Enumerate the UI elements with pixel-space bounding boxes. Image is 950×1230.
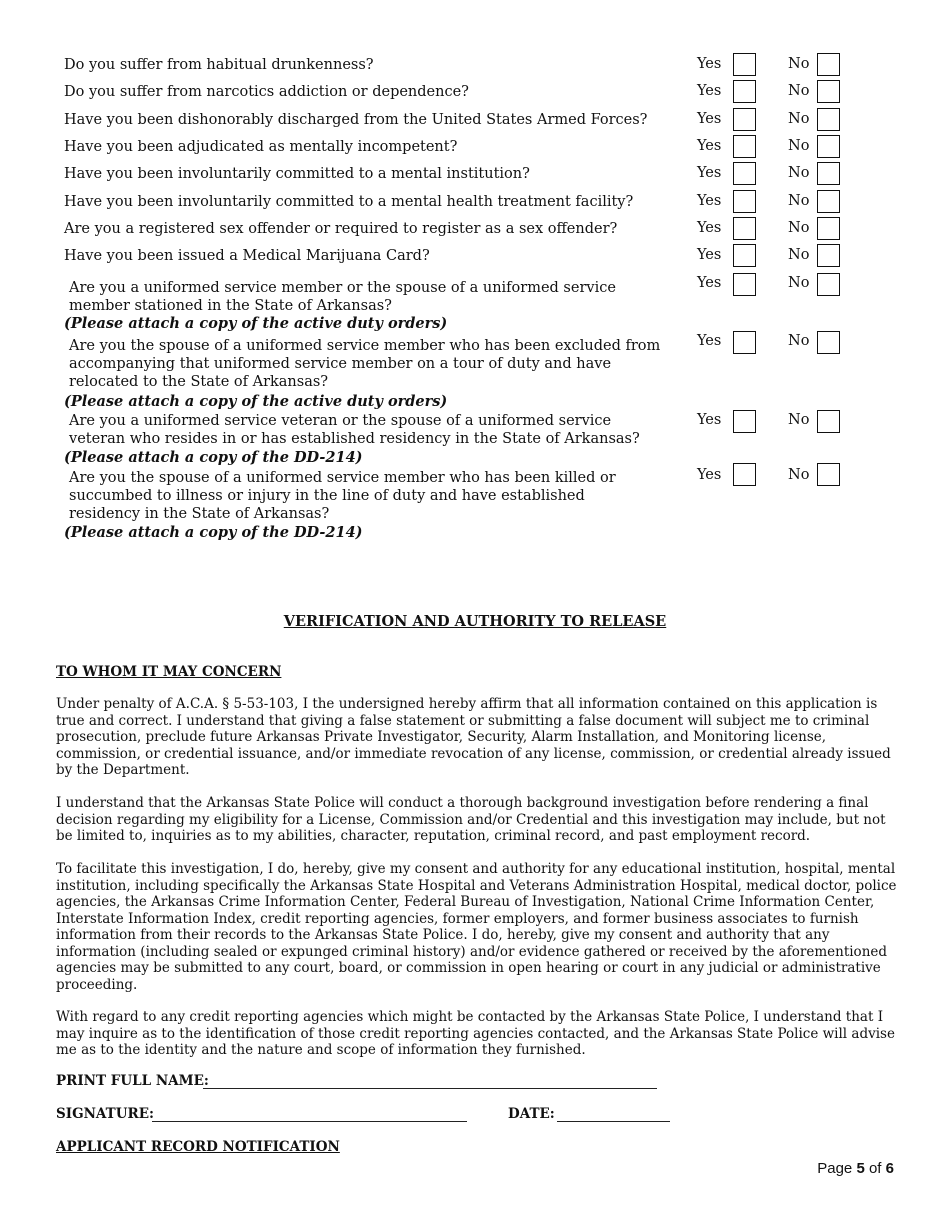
no-checkbox[interactable]: [817, 463, 840, 486]
question-note: (Please attach a copy of the DD-214): [64, 449, 363, 466]
question-note: (Please attach a copy of the DD-214): [64, 524, 363, 541]
yes-checkbox[interactable]: [733, 463, 756, 486]
no-label: No: [788, 412, 810, 428]
yes-checkbox[interactable]: [733, 273, 756, 296]
no-label: No: [788, 193, 810, 209]
no-label: No: [788, 220, 810, 236]
yes-label: Yes: [697, 275, 722, 291]
no-label: No: [788, 111, 810, 127]
yes-checkbox[interactable]: [733, 331, 756, 354]
yes-label: Yes: [697, 467, 722, 483]
question-text: Have you been adjudicated as mentally incompetent?: [64, 139, 458, 155]
paragraph: I understand that the Arkansas State Police will conduct a thorough background investigation before rendering a final decision regarding my eligibility for a License, Commission and/or Credential and this investigation may include, but not be limited to, inquiries as to my abilities, character, reputation, criminal record, and past employment record.: [56, 795, 886, 844]
yes-checkbox[interactable]: [733, 135, 756, 158]
yes-label: Yes: [697, 138, 722, 154]
no-checkbox[interactable]: [817, 108, 840, 131]
print-name-field[interactable]: [203, 1088, 657, 1089]
no-label: No: [788, 467, 810, 483]
question-text: Have you been involuntarily committed to a mental health treatment facility?: [64, 194, 634, 210]
no-checkbox[interactable]: [817, 244, 840, 267]
no-label: No: [788, 165, 810, 181]
yes-checkbox[interactable]: [733, 410, 756, 433]
question-text: Have you been issued a Medical Marijuana Card?: [64, 248, 430, 264]
no-checkbox[interactable]: [817, 53, 840, 76]
question-note: (Please attach a copy of the active duty orders): [64, 393, 448, 410]
no-label: No: [788, 247, 810, 263]
no-checkbox[interactable]: [817, 80, 840, 103]
yes-label: Yes: [697, 333, 722, 349]
salutation: TO WHOM IT MAY CONCERN: [56, 664, 282, 680]
no-checkbox[interactable]: [817, 273, 840, 296]
yes-label: Yes: [697, 412, 722, 428]
yes-checkbox[interactable]: [733, 217, 756, 240]
page-number: [817, 1160, 894, 1177]
question-text: Are you a registered sex offender or required to register as a sex offender?: [64, 221, 618, 237]
question-text: Have you been involuntarily committed to a mental institution?: [64, 166, 530, 182]
signature-label: SIGNATURE:: [56, 1106, 154, 1122]
print-name-label: PRINT FULL NAME:: [56, 1073, 209, 1089]
yes-checkbox[interactable]: [733, 162, 756, 185]
question-note: (Please attach a copy of the active duty orders): [64, 315, 448, 332]
question-text: Are you the spouse of a uniformed service member who has been excluded from accompanying that uniformed service member on a tour of duty and have relocated to the State of Arkansas?: [69, 338, 661, 390]
yes-label: Yes: [697, 247, 722, 263]
no-checkbox[interactable]: [817, 331, 840, 354]
paragraph: To facilitate this investigation, I do, hereby, give my consent and authority for any educational institution, hospital, mental institution, including specifically the Arkansas State Hospital and Veterans Administration Hospital, medical doctor, police agencies, the Arkansas Crime Information Center, Federal Bureau of Investigation, National Crime Information Center, Interstate Information Index, credit reporting agencies, former employers, and former business associates to furnish information from their records to the Arkansas State Police. I do, hereby, give my consent and authority that any information (including sealed or expunged criminal history) and/or evidence gathered or received by the aforementioned agencies may be submitted to any court, board, or commission in open hearing or court in any judicial or administrative proceeding.: [56, 861, 897, 993]
yes-label: Yes: [697, 193, 722, 209]
no-label: No: [788, 138, 810, 154]
no-label: No: [788, 83, 810, 99]
question-text: Have you been dishonorably discharged from the United States Armed Forces?: [64, 112, 648, 128]
yes-checkbox[interactable]: [733, 80, 756, 103]
no-checkbox[interactable]: [817, 190, 840, 213]
yes-label: Yes: [697, 56, 722, 72]
yes-label: Yes: [697, 165, 722, 181]
yes-label: Yes: [697, 220, 722, 236]
yes-checkbox[interactable]: [733, 190, 756, 213]
date-field[interactable]: [557, 1121, 670, 1122]
no-checkbox[interactable]: [817, 217, 840, 240]
yes-checkbox[interactable]: [733, 244, 756, 267]
no-label: No: [788, 333, 810, 349]
paragraph: Under penalty of A.C.A. § 5-53-103, I the undersigned hereby affirm that all information contained on this application is true and correct. I understand that giving a false statement or submitting a false document will subject me to criminal prosecution, preclude future Arkansas Private Investigator, Security, Alarm Installation, and Monitoring license, commission, or credential issuance, and/or immediate revocation of any license, commission, or credential already issued by the Department.: [56, 696, 891, 778]
notification-heading: APPLICANT RECORD NOTIFICATION: [56, 1139, 340, 1155]
page-prefix: Page: [817, 1160, 853, 1177]
no-checkbox[interactable]: [817, 162, 840, 185]
signature-field[interactable]: [152, 1121, 467, 1122]
no-label: No: [788, 275, 810, 291]
page-current: 5: [856, 1160, 865, 1177]
no-checkbox[interactable]: [817, 135, 840, 158]
question-text: Do you suffer from narcotics addiction or dependence?: [64, 84, 469, 100]
section-title: VERIFICATION AND AUTHORITY TO RELEASE: [283, 613, 667, 630]
paragraph: With regard to any credit reporting agencies which might be contacted by the Arkansas State Police, I understand that I may inquire as to the identification of those credit reporting agencies contacted, and the Arkansas State Police will advise me as to the identity and the nature and scope of information they furnished.: [56, 1009, 895, 1058]
yes-label: Yes: [697, 83, 722, 99]
question-text: Do you suffer from habitual drunkenness?: [64, 57, 374, 73]
no-label: No: [788, 56, 810, 72]
no-checkbox[interactable]: [817, 410, 840, 433]
yes-label: Yes: [697, 111, 722, 127]
question-text: Are you a uniformed service veteran or the spouse of a uniformed service veteran who resides in or has established residency in the State of Arkansas?: [69, 413, 640, 447]
yes-checkbox[interactable]: [733, 108, 756, 131]
question-text: Are you a uniformed service member or the spouse of a uniformed service member stationed in the State of Arkansas?: [69, 280, 616, 314]
date-label: DATE:: [508, 1106, 555, 1122]
question-text: Are you the spouse of a uniformed service member who has been killed or succumbed to illness or injury in the line of duty and have established residency in the State of Arkansas?: [69, 470, 616, 522]
page-of: of: [868, 1160, 882, 1177]
yes-checkbox[interactable]: [733, 53, 756, 76]
page-total: 6: [885, 1160, 894, 1177]
